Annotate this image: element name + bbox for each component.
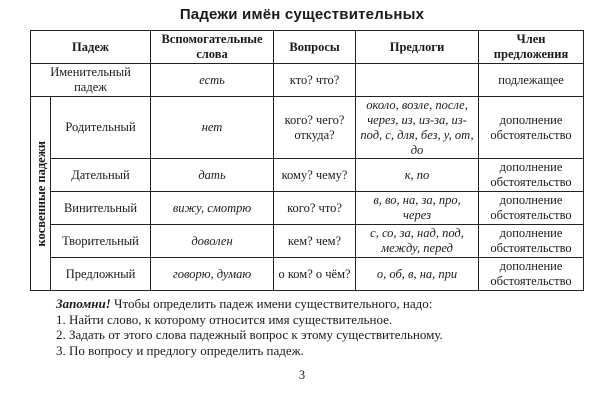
- case-name: Родительный: [51, 97, 151, 159]
- rule-step: 3. По вопросу и предлогу определить падеж.: [56, 342, 304, 358]
- page-number: 3: [298, 368, 306, 382]
- case-name: Дательный: [51, 159, 151, 192]
- sentence-member: дополнение обстоятельство: [479, 225, 584, 258]
- sentence-member: подлежащее: [479, 64, 584, 97]
- rule-step: 1. Найти слово, к которому относится имя существительное.: [56, 311, 393, 327]
- case-name: Предложный: [51, 258, 151, 291]
- sentence-member: дополнение обстоятельство: [479, 97, 584, 159]
- table-row: [31, 192, 584, 225]
- case-name: Именительный падеж: [31, 64, 151, 97]
- rule-intro-line: [56, 296, 443, 312]
- cases-table: [30, 30, 584, 291]
- aux-word: вижу, смотрю: [151, 192, 274, 225]
- table-row: [31, 159, 584, 192]
- rule-block: [56, 296, 443, 358]
- table-row: [31, 225, 584, 258]
- page-title: Падежи имён существительных: [179, 6, 425, 23]
- header-case: Падеж: [31, 31, 151, 64]
- case-prepositions: [356, 64, 479, 97]
- oblique-cases-group: [31, 97, 51, 291]
- sentence-member: дополнение обстоятельство: [479, 192, 584, 225]
- header-questions: Вопросы: [274, 31, 356, 64]
- aux-word: нет: [151, 97, 274, 159]
- rule-lead: Запомни!: [56, 296, 111, 311]
- aux-word: говорю, думаю: [151, 258, 274, 291]
- case-questions: кого? что?: [274, 192, 356, 225]
- header-prepositions: Предлоги: [356, 31, 479, 64]
- table-row: [31, 258, 584, 291]
- case-questions: кого? чего? откуда?: [274, 97, 356, 159]
- aux-word: есть: [151, 64, 274, 97]
- case-questions: кем? чем?: [274, 225, 356, 258]
- sentence-member: дополнение обстоятельство: [479, 159, 584, 192]
- header-sentence-member: Член предложения: [479, 31, 584, 64]
- case-prepositions: с, со, за, над, под, между, перед: [356, 225, 479, 258]
- case-name: Творительный: [51, 225, 151, 258]
- table-row: [31, 97, 584, 159]
- sentence-member: дополнение обстоятельство: [479, 258, 584, 291]
- case-questions: кто? что?: [274, 64, 356, 97]
- case-questions: о ком? о чём?: [274, 258, 356, 291]
- rule-step: 2. Задать от этого слова падежный вопрос к этому существительному.: [56, 327, 443, 342]
- oblique-cases-label: косвенные падежи: [34, 140, 48, 247]
- case-name: Винительный: [51, 192, 151, 225]
- case-prepositions: к, по: [356, 159, 479, 192]
- aux-word: дать: [151, 159, 274, 192]
- rule-intro: Чтобы определить падеж имени существительного, надо:: [110, 296, 433, 311]
- table-row: [31, 64, 584, 97]
- aux-word: доволен: [151, 225, 274, 258]
- case-prepositions: в, во, на, за, про, через: [356, 192, 479, 225]
- case-prepositions: около, возле, после, через, из, из-за, из-под, с, для, без, у, от, до: [356, 97, 479, 159]
- table-header-row: [31, 31, 584, 64]
- case-questions: кому? чему?: [274, 159, 356, 192]
- case-prepositions: о, об, в, на, при: [356, 258, 479, 291]
- header-aux-words: Вспомогательные слова: [151, 31, 274, 64]
